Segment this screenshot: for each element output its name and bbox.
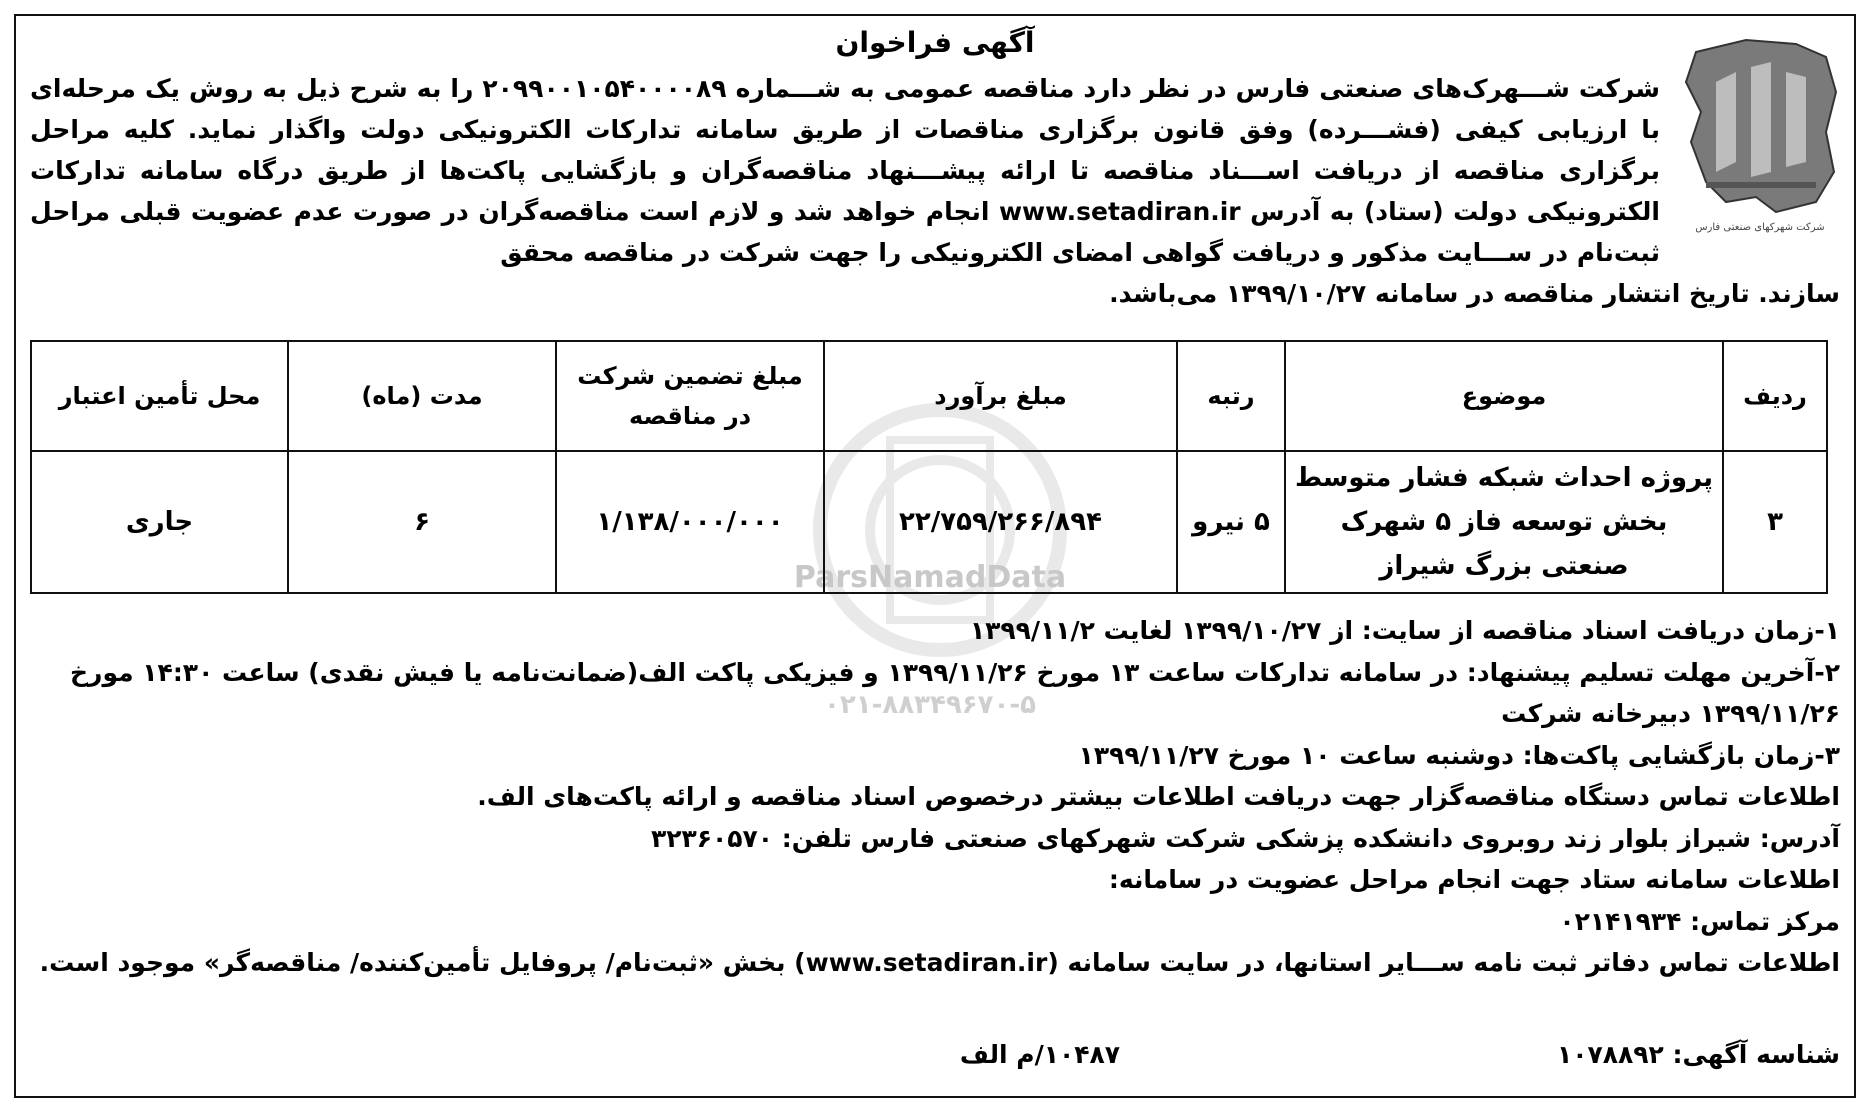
logo-caption: شرکت شهرکهای صنعتی فارس <box>1695 222 1825 233</box>
cell-grade: ۵ نیرو <box>1177 451 1285 593</box>
intro-publish-date: سازند. تاریخ انتشار مناقصه در سامانه ۱۳۹۹/۱۰/۲۷ می‌باشد. <box>1109 279 1840 308</box>
watermark-name: ParsNamadData <box>793 560 1067 595</box>
table-row <box>31 451 1827 593</box>
detail-document-dates: ۱-زمان دریافت اسناد مناقصه از سایت: از ۱۳۹۹/۱۰/۲۷ لغایت ۱۳۹۹/۱۱/۲ <box>969 616 1840 645</box>
cell-guarantee: ۱/۱۳۸/۰۰۰/۰۰۰ <box>556 451 824 593</box>
watermark-phone: ۰۲۱-۸۸۳۴۹۶۷۰-۵ <box>823 690 1036 720</box>
table-header-row <box>31 341 1827 451</box>
detail-submission-deadline: ۲-آخرین مهلت تسلیم پیشنهاد: در سامانه تدارکات ساعت ۱۳ مورخ ۱۳۹۹/۱۱/۲۶ و فیزیکی پاکت الف(ضمانت‌نامه یا فیش نقدی) ساعت ۱۴:۳۰ مورخ ۱۳۹۹/۱۱/۲۶ دبیرخانه شرکت <box>70 657 1840 728</box>
header-subject: موضوع <box>1285 341 1723 451</box>
footer <box>30 1040 1840 1080</box>
details-section <box>30 610 1840 984</box>
header-guarantee: مبلغ تضمین شرکت در مناقصه <box>556 341 824 451</box>
cell-duration: ۶ <box>288 451 556 593</box>
intro-paragraph: شرکت شـــهرک‌های صنعتی فارس در نظر دارد مناقصه عمومی به شـــماره ۲۰۹۹۰۰۱۰۵۴۰۰۰۰۸۹ را به شرح ذیل به روش یک مرحله‌ای با ارزیابی کیفی (فشـــرده) وفق قانون برگزاری مناقصات از طریق سامانه تدارکات الکترونیکی دولت واگذار نماید. کلیه مراحل برگزاری مناقصه از دریافت اســـناد مناقصه تا ارائه پیشـــنهاد مناقصه‌گران و بازگشایی پاکت‌ها از طریق درگاه سامانه تدارکات الکترونیکی دولت (ستاد) به آدرس www.setadiran.ir انجام خواهد شد و لازم است مناقصه‌گران در صورت عدم عضویت قبلی مراحل ثبت‌نام در ســـایت مذکور و دریافت گواهی امضای الکترونیکی را جهت شرکت در مناقصه محقق <box>30 74 1661 267</box>
notice-title: آگهی فراخوان <box>835 26 1035 59</box>
header-row-number: ردیف <box>1723 341 1827 451</box>
header-duration: مدت (ماه) <box>288 341 556 451</box>
detail-address: آدرس: شیراز بلوار زند روبروی دانشکده پزشکی شرکت شهرکهای صنعتی فارس تلفن: ۳۲۳۶۰۵۷۰ <box>650 823 1840 853</box>
tender-table <box>30 340 1828 594</box>
header-estimate: مبلغ برآورد <box>824 341 1177 451</box>
cell-row-number: ۳ <box>1723 451 1827 593</box>
detail-contact-heading: اطلاعات تماس دستگاه مناقصه‌گزار جهت دریافت اطلاعات بیشتر درخصوص اسناد مناقصه و ارائه پاکت‌های الف. <box>477 782 1840 811</box>
header-grade: رتبه <box>1177 341 1285 451</box>
detail-opening-time: ۳-زمان بازگشایی پاکت‌ها: دوشنبه ساعت ۱۰ مورخ ۱۳۹۹/۱۱/۲۷ <box>1078 740 1840 770</box>
ad-id: شناسه آگهی: ۱۰۷۸۸۹۲ <box>1556 1040 1840 1069</box>
detail-call-center: مرکز تماس: ۰۲۱۴۱۹۳۴ <box>1559 906 1840 936</box>
cell-estimate: ۲۲/۷۵۹/۲۶۶/۸۹۴ <box>824 451 1177 593</box>
header-funding: محل تأمین اعتبار <box>31 341 288 451</box>
detail-provinces-info: اطلاعات تماس دفاتر ثبت نامه ســـایر استانها، در سایت سامانه (www.setadiran.ir) بخش «ثبت‌نام/ پروفایل تأمین‌کننده/ مناقصه‌گر» موجود است. <box>39 948 1840 977</box>
cell-subject: پروژه احداث شبکه فشار متوسط بخش توسعه فاز ۵ شهرک صنعتی بزرگ شیراز <box>1285 451 1723 593</box>
cell-funding: جاری <box>31 451 288 593</box>
reference-number: ۱۰۴۸۷/م الف <box>959 1040 1120 1069</box>
detail-setad-heading: اطلاعات سامانه ستاد جهت انجام مراحل عضویت در سامانه: <box>1108 865 1840 894</box>
